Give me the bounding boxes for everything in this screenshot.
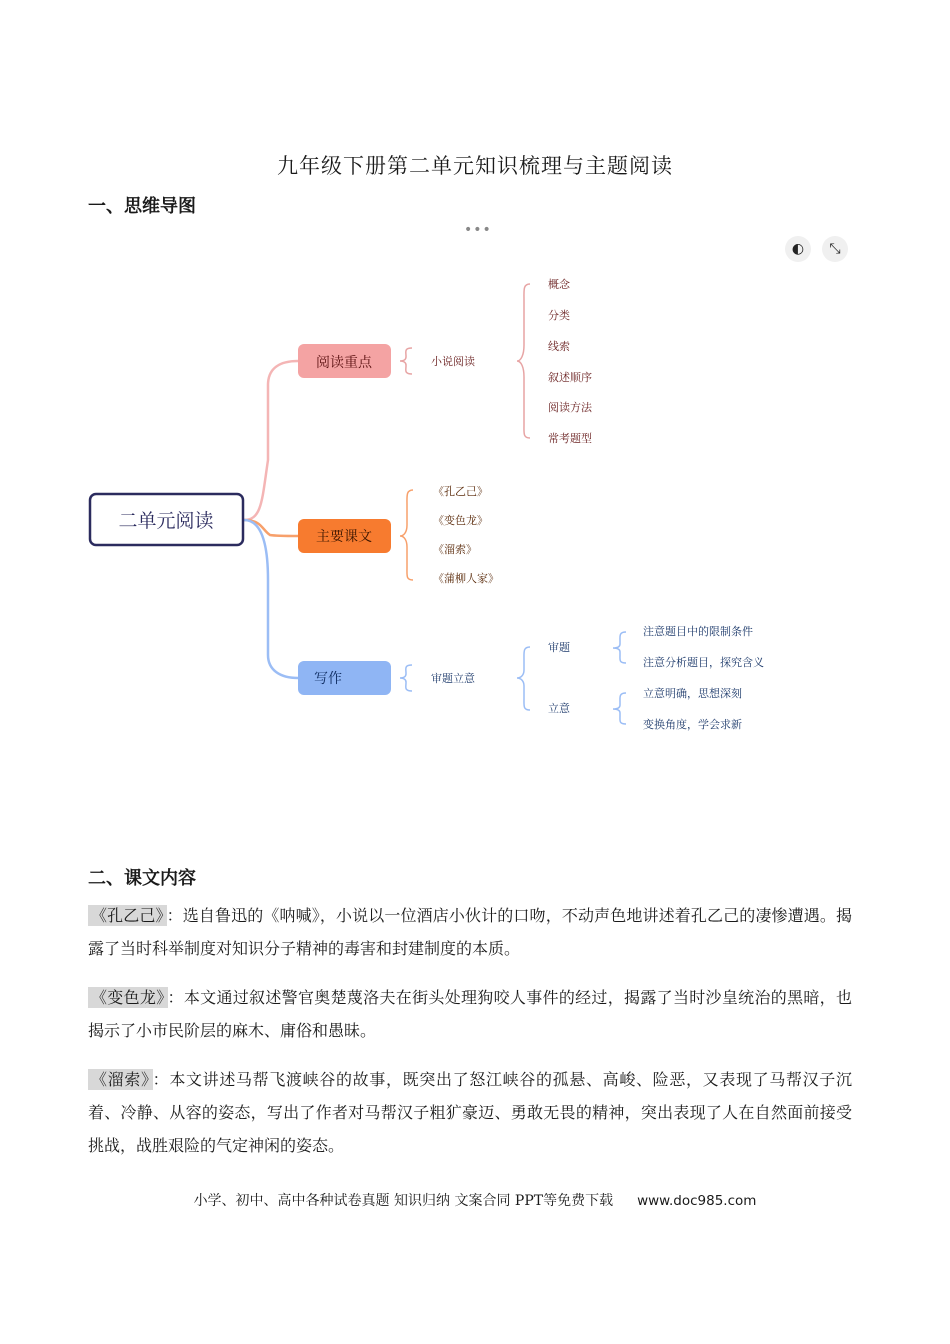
writing-group-label: 立意 <box>548 702 570 715</box>
writing-item: 注意分析题目，探究含义 <box>643 656 764 669</box>
branch-writing-label: 写作 <box>314 671 342 687</box>
brace-writing-groups <box>517 647 530 710</box>
reading-item: 阅读方法 <box>548 401 592 414</box>
brace-writing <box>400 665 412 691</box>
connector-writing <box>244 520 298 678</box>
lesson-summary: ：本文通过叙述警官奥楚蔑洛夫在街头处理狗咬人事件的经过，揭露了当时沙皇统治的黑暗，也揭示了小市民阶层的麻木、庸俗和愚昧。 <box>88 988 852 1040</box>
more-options-button[interactable]: ••• <box>464 222 492 238</box>
branch-writing-node[interactable] <box>298 661 391 695</box>
brace-liyi <box>613 693 626 724</box>
lesson-summary: ：选自鲁迅的《呐喊》，小说以一位酒店小伙计的口吻，不动声色地讲述着孔乙己的凄惨遭遇。揭露了当时科举制度对知识分子精神的毒害和封建制度的本质。 <box>88 906 852 958</box>
brace-reading <box>400 348 412 374</box>
text-item: 《蒲柳人家》 <box>433 572 499 585</box>
contrast-icon[interactable]: ◐ <box>785 236 811 262</box>
footer-url[interactable]: www.doc985.com <box>637 1193 757 1209</box>
page-title: 九年级下册第二单元知识梳理与主题阅读 <box>277 154 673 178</box>
mind-map <box>0 260 950 780</box>
writing-item: 注意题目中的限制条件 <box>643 625 753 638</box>
lesson-paragraph <box>88 1063 852 1162</box>
writing-item: 变换角度，学会求新 <box>643 718 742 731</box>
lesson-paragraph <box>88 981 852 1047</box>
brace-texts <box>400 490 413 580</box>
lesson-title-tag: 《溜索》 <box>88 1069 153 1090</box>
branch-reading-label: 阅读重点 <box>316 355 372 371</box>
text-item: 《孔乙己》 <box>433 485 488 498</box>
footer <box>0 1190 950 1210</box>
reading-item: 常考题型 <box>548 432 592 445</box>
brace-shenti <box>613 632 626 663</box>
section-heading-mindmap: 一、思维导图 <box>88 196 196 217</box>
branch-texts-label: 主要课文 <box>316 529 372 545</box>
reading-item: 线索 <box>548 340 570 353</box>
lesson-title-tag: 《孔乙己》 <box>88 905 167 926</box>
brace-reading-items <box>517 284 530 438</box>
section-heading-lessons: 二、课文内容 <box>88 868 196 889</box>
lesson-title-tag: 《变色龙》 <box>88 987 168 1008</box>
reading-item: 概念 <box>548 278 570 291</box>
reading-sub-label: 小说阅读 <box>431 355 475 368</box>
text-item: 《溜索》 <box>433 543 477 556</box>
root-label: 二单元阅读 <box>118 510 214 532</box>
footer-text: 小学、初中、高中各种试卷真题 知识归纳 文案合同 PPT等免费下载 <box>193 1193 614 1209</box>
writing-item: 立意明确，思想深刻 <box>643 687 742 700</box>
connector-reading <box>244 361 298 520</box>
lesson-summary: ：本文讲述马帮飞渡峡谷的故事，既突出了怒江峡谷的孤悬、高峻、险恶，又表现了马帮汉子沉着、冷静、从容的姿态，写出了作者对马帮汉子粗犷豪迈、勇敢无畏的精神，突出表现了人在自然面前接受挑战，战胜艰险的气定神闲的姿态。 <box>88 1070 852 1155</box>
writing-group-label: 审题 <box>548 641 570 654</box>
reading-item: 分类 <box>548 309 570 322</box>
lesson-paragraph <box>88 899 852 965</box>
reading-item: 叙述顺序 <box>548 371 592 384</box>
collapse-icon[interactable]: ⤡ <box>822 236 848 262</box>
writing-sub-label: 审题立意 <box>431 672 475 685</box>
text-item: 《变色龙》 <box>433 514 488 527</box>
